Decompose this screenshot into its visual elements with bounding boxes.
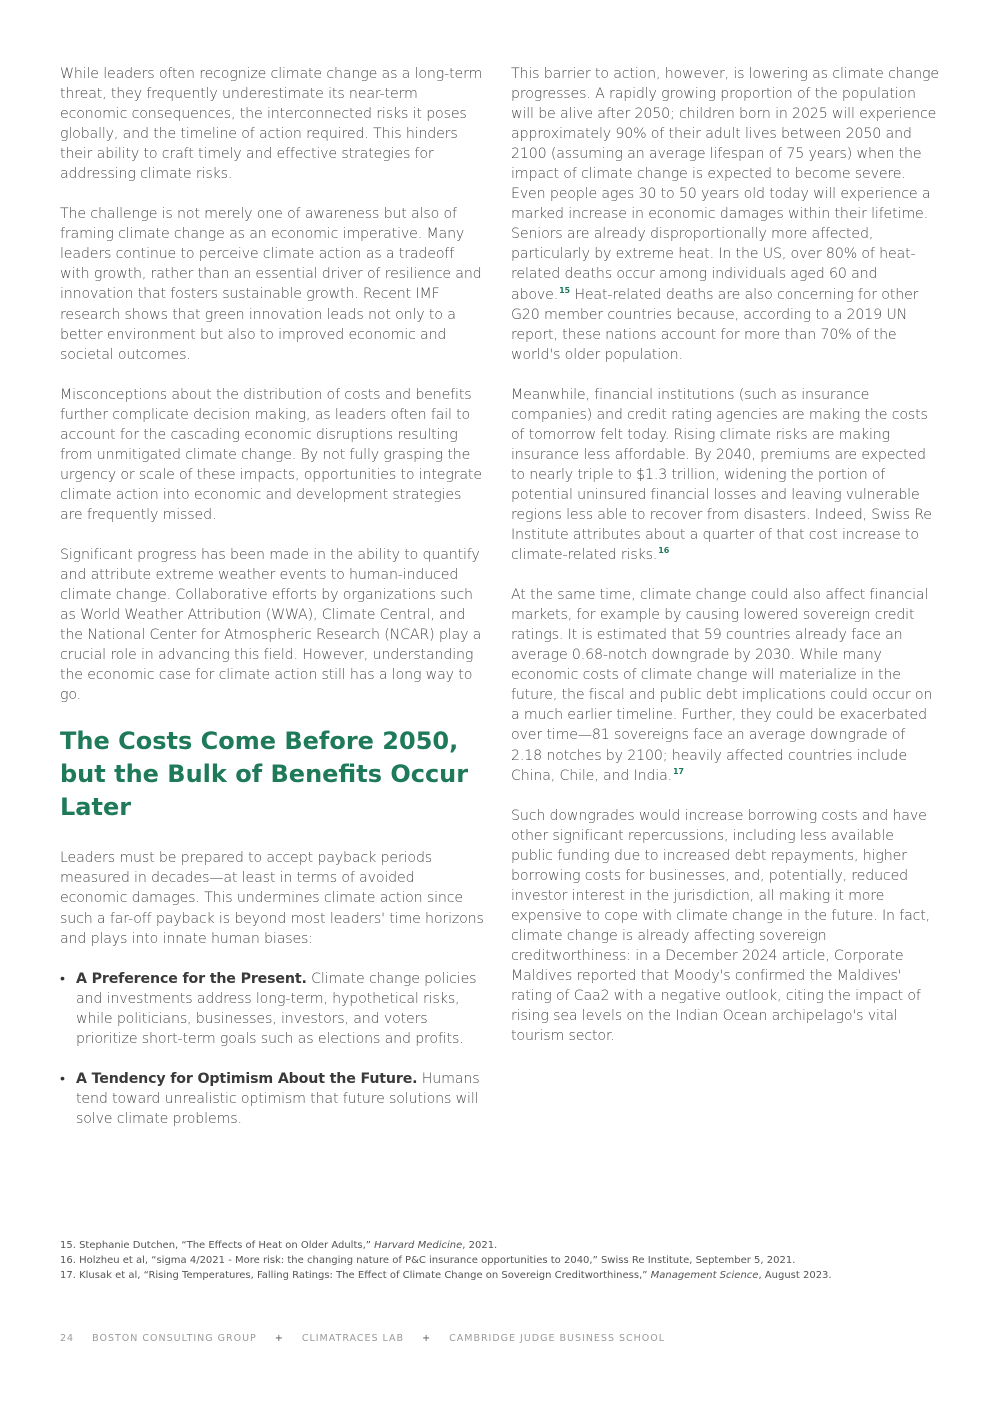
footnote-source: Harvard Medicine bbox=[374, 1240, 463, 1251]
footnote-text: 16. Holzheu et al, “sigma 4/2021 - More risk: the changing nature of P&C insurance opportunities to 2040,” Swiss Re Institute, September 5, 2021. bbox=[60, 1255, 796, 1266]
footer-org-bcg: BOSTON CONSULTING GROUP bbox=[92, 1333, 257, 1344]
bullet-text: Humans tend toward unrealistic optimism that future solutions will solve climate problems. bbox=[76, 1070, 480, 1127]
left-column bbox=[60, 64, 485, 1149]
footer-separator: + bbox=[274, 1333, 284, 1344]
footnote-16 bbox=[60, 1253, 940, 1268]
paragraph-text: This barrier to action, however, is lowering as climate change progresses. A rapidly growing proportion of the population will be alive after 2050; children born in 2025 will experience approximately 90% of their adult lives between 2050 and 2100 (assuming an average lifespan of 75 years) when the impact of climate change is expected to become severe. Even people ages 30 to 50 years old today will experience a marked increase in economic damages within their lifetime. Seniors are already disproportionally more affected, particularly by extreme heat. In the US, over 80% of heat-related deaths occur among individuals aged 60 and above. bbox=[511, 66, 939, 303]
footer-org-cambridge: CAMBRIDGE JUDGE BUSINESS SCHOOL bbox=[449, 1333, 666, 1344]
paragraph-significant-progress: Significant progress has been made in the ability to quantify and attribute extreme weather events to human-induced climate change. Collaborative efforts by organizations such as World Weather Attribution (WWA), Climate Central, and the National Center for Atmospheric Research (NCAR) play a crucial role in advancing this field. However, understanding the economic case for climate action still has a long way to go. bbox=[60, 546, 482, 704]
footnote-15 bbox=[60, 1238, 940, 1253]
footnote-ref-15[interactable]: 15 bbox=[559, 285, 570, 295]
footnote-text: 15. Stephanie Dutchen, “The Effects of Heat on Older Adults,” bbox=[60, 1240, 375, 1251]
footnote-ref-17[interactable]: 17 bbox=[673, 766, 684, 776]
page-footer bbox=[60, 1333, 679, 1344]
footer-separator: + bbox=[422, 1333, 432, 1344]
bullet-preference-present bbox=[60, 969, 485, 1049]
footnote-text: , 2021. bbox=[462, 1240, 498, 1251]
paragraph-downgrades: Such downgrades would increase borrowing costs and have other significant repercussions, including less available public funding due to increased debt repayments, higher borrowing costs for businesses, and, potentially, reduced investor interest in the jurisdiction, all making it more expensive to cope with climate change in the future. In fact, climate change is already affecting sovereign creditworthiness: in a December 2024 article, Corporate Maldives reported that Moody's confirmed the Maldives' rating of Caa2 with a negative outlook, citing the impact of rising sea levels on the Indian Ocean archipelago's vital tourism sector. bbox=[511, 807, 931, 1045]
bullet-title: A Tendency for Optimism About the Future. bbox=[76, 1070, 418, 1087]
bullet-title: A Preference for the Present. bbox=[76, 970, 307, 987]
page-number: 24 bbox=[60, 1333, 75, 1344]
bullet-text: Climate change policies and investments address long-term, hypothetical risks, while politicians, businesses, investors, and voters prioritize short-term goals such as elections and profits. bbox=[76, 970, 477, 1047]
bias-list bbox=[60, 969, 485, 1129]
paragraph-financial-markets bbox=[511, 585, 939, 785]
bullet-optimism-future bbox=[60, 1069, 485, 1129]
paragraph-text: Meanwhile, financial institutions (such as insurance companies) and credit rating agencies are making the costs of tomorrow felt today. Rising climate risks are making insurance less affordable. By 2040, premiums are expected to nearly triple to $1.3 trillion, widening the portion of potential uninsured financial losses and leaving vulnerable regions less able to recover from disasters. Indeed, Swiss Re Institute attributes about a quarter of that cost increase to climate-related risks. bbox=[511, 386, 932, 564]
paragraph-misconceptions: Misconceptions about the distribution of costs and benefits further complicate decision making, as leaders often fail to account for the cascading economic disruptions resulting from unmitigated climate change. By not fully grasping the urgency or scale of these impacts, opportunities to integrate climate action into economic and development strategies are frequently missed. bbox=[60, 386, 482, 523]
paragraph-text: Heat-related deaths are also concerning for other G20 member countries because, according to a 2019 UN report, these nations account for more than 70% of the world's older population. bbox=[511, 286, 919, 363]
footnote-text: 17. Klusak et al, “Rising Temperatures, Falling Ratings: The Effect of Climate Change on Sovereign Creditworthiness,” bbox=[60, 1270, 651, 1281]
paragraph-text: At the same time, climate change could also affect financial markets, for example by causing lowered sovereign credit ratings. It is estimated that 59 countries already face an average 0.68-notch downgrade by 2030. While many economic costs of climate change will materialize in the future, the fiscal and public debt implications could occur on a much earlier timeline. Further, they could be exacerbated over time—81 sovereigns face an average downgrade of 2.18 notches by 2100; heavily affected countries include China, Chile, and India. bbox=[511, 587, 933, 784]
footnotes bbox=[60, 1238, 940, 1283]
section-heading: The Costs Come Before 2050, but the Bulk of Benefits Occur Later bbox=[60, 727, 469, 822]
right-column bbox=[511, 64, 939, 1066]
paragraph-leaders-recognize: While leaders often recognize climate change as a long-term threat, they frequently underestimate its near-term economic consequences, the interconnected risks it poses globally, and the timeline of action required. This hinders their ability to craft timely and effective strategies for addressing climate risks. bbox=[60, 66, 483, 183]
footnote-17 bbox=[60, 1268, 940, 1283]
footnote-ref-16[interactable]: 16 bbox=[658, 546, 670, 556]
footnote-source: Management Science bbox=[650, 1270, 759, 1281]
paragraph-financial-institutions bbox=[511, 385, 939, 565]
footer-org-climatraces: CLIMATRACES LAB bbox=[301, 1333, 405, 1344]
paragraph-challenge: The challenge is not merely one of awareness but also of framing climate change as an economic imperative. Many leaders continue to perceive climate action as a tradeoff with growth, rather than an essential driver of resilience and innovation that fosters sustainable growth. Recent IMF research shows that green innovation leads not only to a better environment but also to improved economic and societal outcomes. bbox=[60, 206, 482, 363]
paragraph-barrier-lowering bbox=[511, 64, 939, 365]
paragraph-payback-intro: Leaders must be prepared to accept payback periods measured in decades—at least in terms of avoided economic damages. This undermines climate action since such a far-off payback is beyond most leaders' time horizons and plays into innate human biases: bbox=[60, 850, 484, 947]
footnote-text: , August 2023. bbox=[758, 1270, 832, 1281]
